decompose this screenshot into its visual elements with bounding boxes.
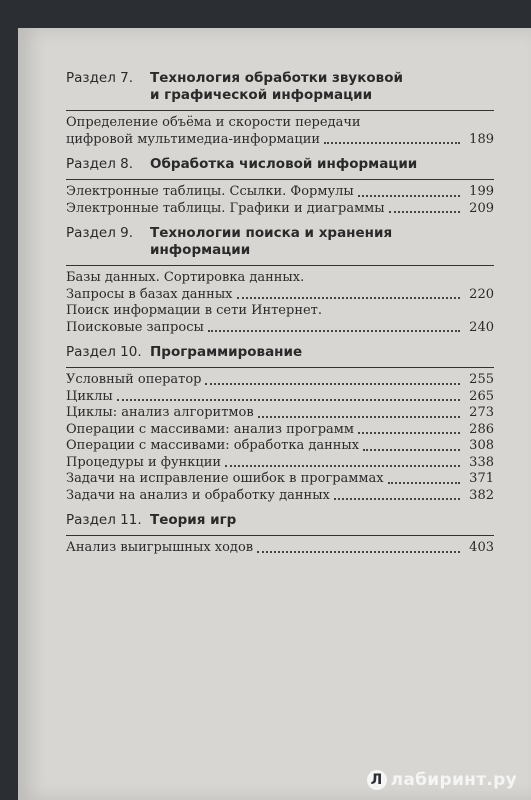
toc-entry[interactable] xyxy=(66,471,494,488)
entry-page-number: 371 xyxy=(469,471,494,486)
section-title xyxy=(150,156,417,173)
section-title-line: Технологии поиска и хранения xyxy=(150,225,393,241)
section-title-line: Обработка числовой информации xyxy=(150,156,418,172)
leader-dots xyxy=(225,465,460,467)
leader-dots xyxy=(363,449,460,451)
toc-entry[interactable] xyxy=(66,455,494,472)
entry-page-number: 265 xyxy=(469,388,494,404)
labirint-logo-icon: Л xyxy=(367,770,387,790)
entry-page-number: 308 xyxy=(469,438,494,453)
section-label: Раздел 7. xyxy=(66,70,134,86)
section-label: Раздел 10. xyxy=(66,344,142,360)
watermark-text: лабиринт.ру xyxy=(390,770,517,790)
entry-title: Определение объёма и скорости передачи xyxy=(66,115,361,130)
toc-entry[interactable] xyxy=(66,132,494,149)
entry-page-number: 189 xyxy=(469,131,494,147)
entry-page-number: 273 xyxy=(469,405,494,420)
toc-entry[interactable] xyxy=(66,422,494,439)
section-title-line: Технология обработки звуковой xyxy=(150,70,403,86)
leader-dots xyxy=(388,482,460,484)
site-watermark xyxy=(367,770,517,790)
leader-dots xyxy=(205,383,460,385)
entry-page-number: 255 xyxy=(469,372,494,387)
section-title-line: информации xyxy=(150,242,251,258)
toc-section xyxy=(66,70,494,148)
section-title xyxy=(150,344,302,361)
section-divider xyxy=(66,367,494,368)
entry-title: Циклы: анализ алгоритмов xyxy=(66,405,254,420)
entry-title: Поиск информации в сети Интернет. xyxy=(66,303,323,318)
section-heading xyxy=(66,512,494,529)
entry-title: Условный оператор xyxy=(66,372,202,387)
section-heading xyxy=(66,344,494,361)
entry-page-number: 240 xyxy=(469,319,494,335)
section-label: Раздел 8. xyxy=(66,156,134,172)
entry-title: Анализ выигрышных ходов xyxy=(66,540,254,555)
section-divider xyxy=(66,179,494,180)
entry-page-number: 338 xyxy=(469,454,494,470)
entry-title: Базы данных. Сортировка данных. xyxy=(66,270,305,285)
leader-dots xyxy=(258,416,460,418)
toc-entry[interactable] xyxy=(66,115,494,132)
section-divider xyxy=(66,265,494,266)
leader-dots xyxy=(324,142,460,144)
toc-entry[interactable] xyxy=(66,389,494,406)
section-heading xyxy=(66,70,494,104)
entry-title: Задачи на анализ и обработку данных xyxy=(66,487,330,503)
toc-entry[interactable] xyxy=(66,201,494,218)
leader-dots xyxy=(117,399,460,401)
book-page xyxy=(18,28,531,800)
toc-entry[interactable] xyxy=(66,438,494,455)
entry-page-number: 199 xyxy=(469,184,494,199)
entry-title: Электронные таблицы. Ссылки. Формулы xyxy=(66,184,354,199)
toc-entry[interactable] xyxy=(66,320,494,337)
leader-dots xyxy=(358,195,460,197)
entry-title: Процедуры и функции xyxy=(66,454,222,470)
leader-dots xyxy=(257,551,460,553)
entry-title: Операции с массивами: анализ программ xyxy=(66,421,354,437)
table-of-contents xyxy=(66,70,494,565)
section-label: Раздел 9. xyxy=(66,225,134,241)
section-heading xyxy=(66,156,494,173)
entry-title: Операции с массивами: обработка данных xyxy=(66,438,360,453)
entry-title: Электронные таблицы. Графики и диаграммы xyxy=(66,200,385,216)
entry-page-number: 209 xyxy=(469,200,494,216)
section-title xyxy=(150,70,403,104)
leader-dots xyxy=(389,211,460,213)
section-title xyxy=(150,512,236,529)
entry-title: Запросы в базах данных xyxy=(66,286,233,302)
section-heading xyxy=(66,225,494,259)
section-title xyxy=(150,225,392,259)
leader-dots xyxy=(208,330,460,332)
section-title-line: Теория игр xyxy=(150,512,237,528)
leader-dots xyxy=(334,498,460,500)
entry-title: Циклы xyxy=(66,388,113,404)
toc-entry[interactable] xyxy=(66,488,494,505)
toc-entry[interactable] xyxy=(66,184,494,201)
toc-entry[interactable] xyxy=(66,372,494,389)
section-divider xyxy=(66,535,494,536)
toc-section xyxy=(66,512,494,557)
section-title-line: Программирование xyxy=(150,344,303,360)
entry-title: Задачи на исправление ошибок в программах xyxy=(66,471,384,486)
toc-section xyxy=(66,225,494,336)
entry-page-number: 382 xyxy=(469,487,494,503)
entry-title: Поисковые запросы xyxy=(66,319,204,335)
toc-section xyxy=(66,344,494,504)
section-title-line: и графической информации xyxy=(150,87,373,103)
entry-page-number: 403 xyxy=(469,540,494,555)
toc-entry[interactable] xyxy=(66,405,494,422)
toc-entry[interactable] xyxy=(66,303,494,320)
leader-dots xyxy=(358,432,460,434)
section-label: Раздел 11. xyxy=(66,512,142,528)
entry-page-number: 286 xyxy=(469,421,494,437)
entry-page-number: 220 xyxy=(469,286,494,302)
toc-section xyxy=(66,156,494,217)
toc-entry[interactable] xyxy=(66,287,494,304)
toc-entry[interactable] xyxy=(66,540,494,557)
leader-dots xyxy=(237,297,460,299)
section-divider xyxy=(66,110,494,111)
entry-title: цифровой мультимедиа-информации xyxy=(66,131,321,147)
toc-entry[interactable] xyxy=(66,270,494,287)
